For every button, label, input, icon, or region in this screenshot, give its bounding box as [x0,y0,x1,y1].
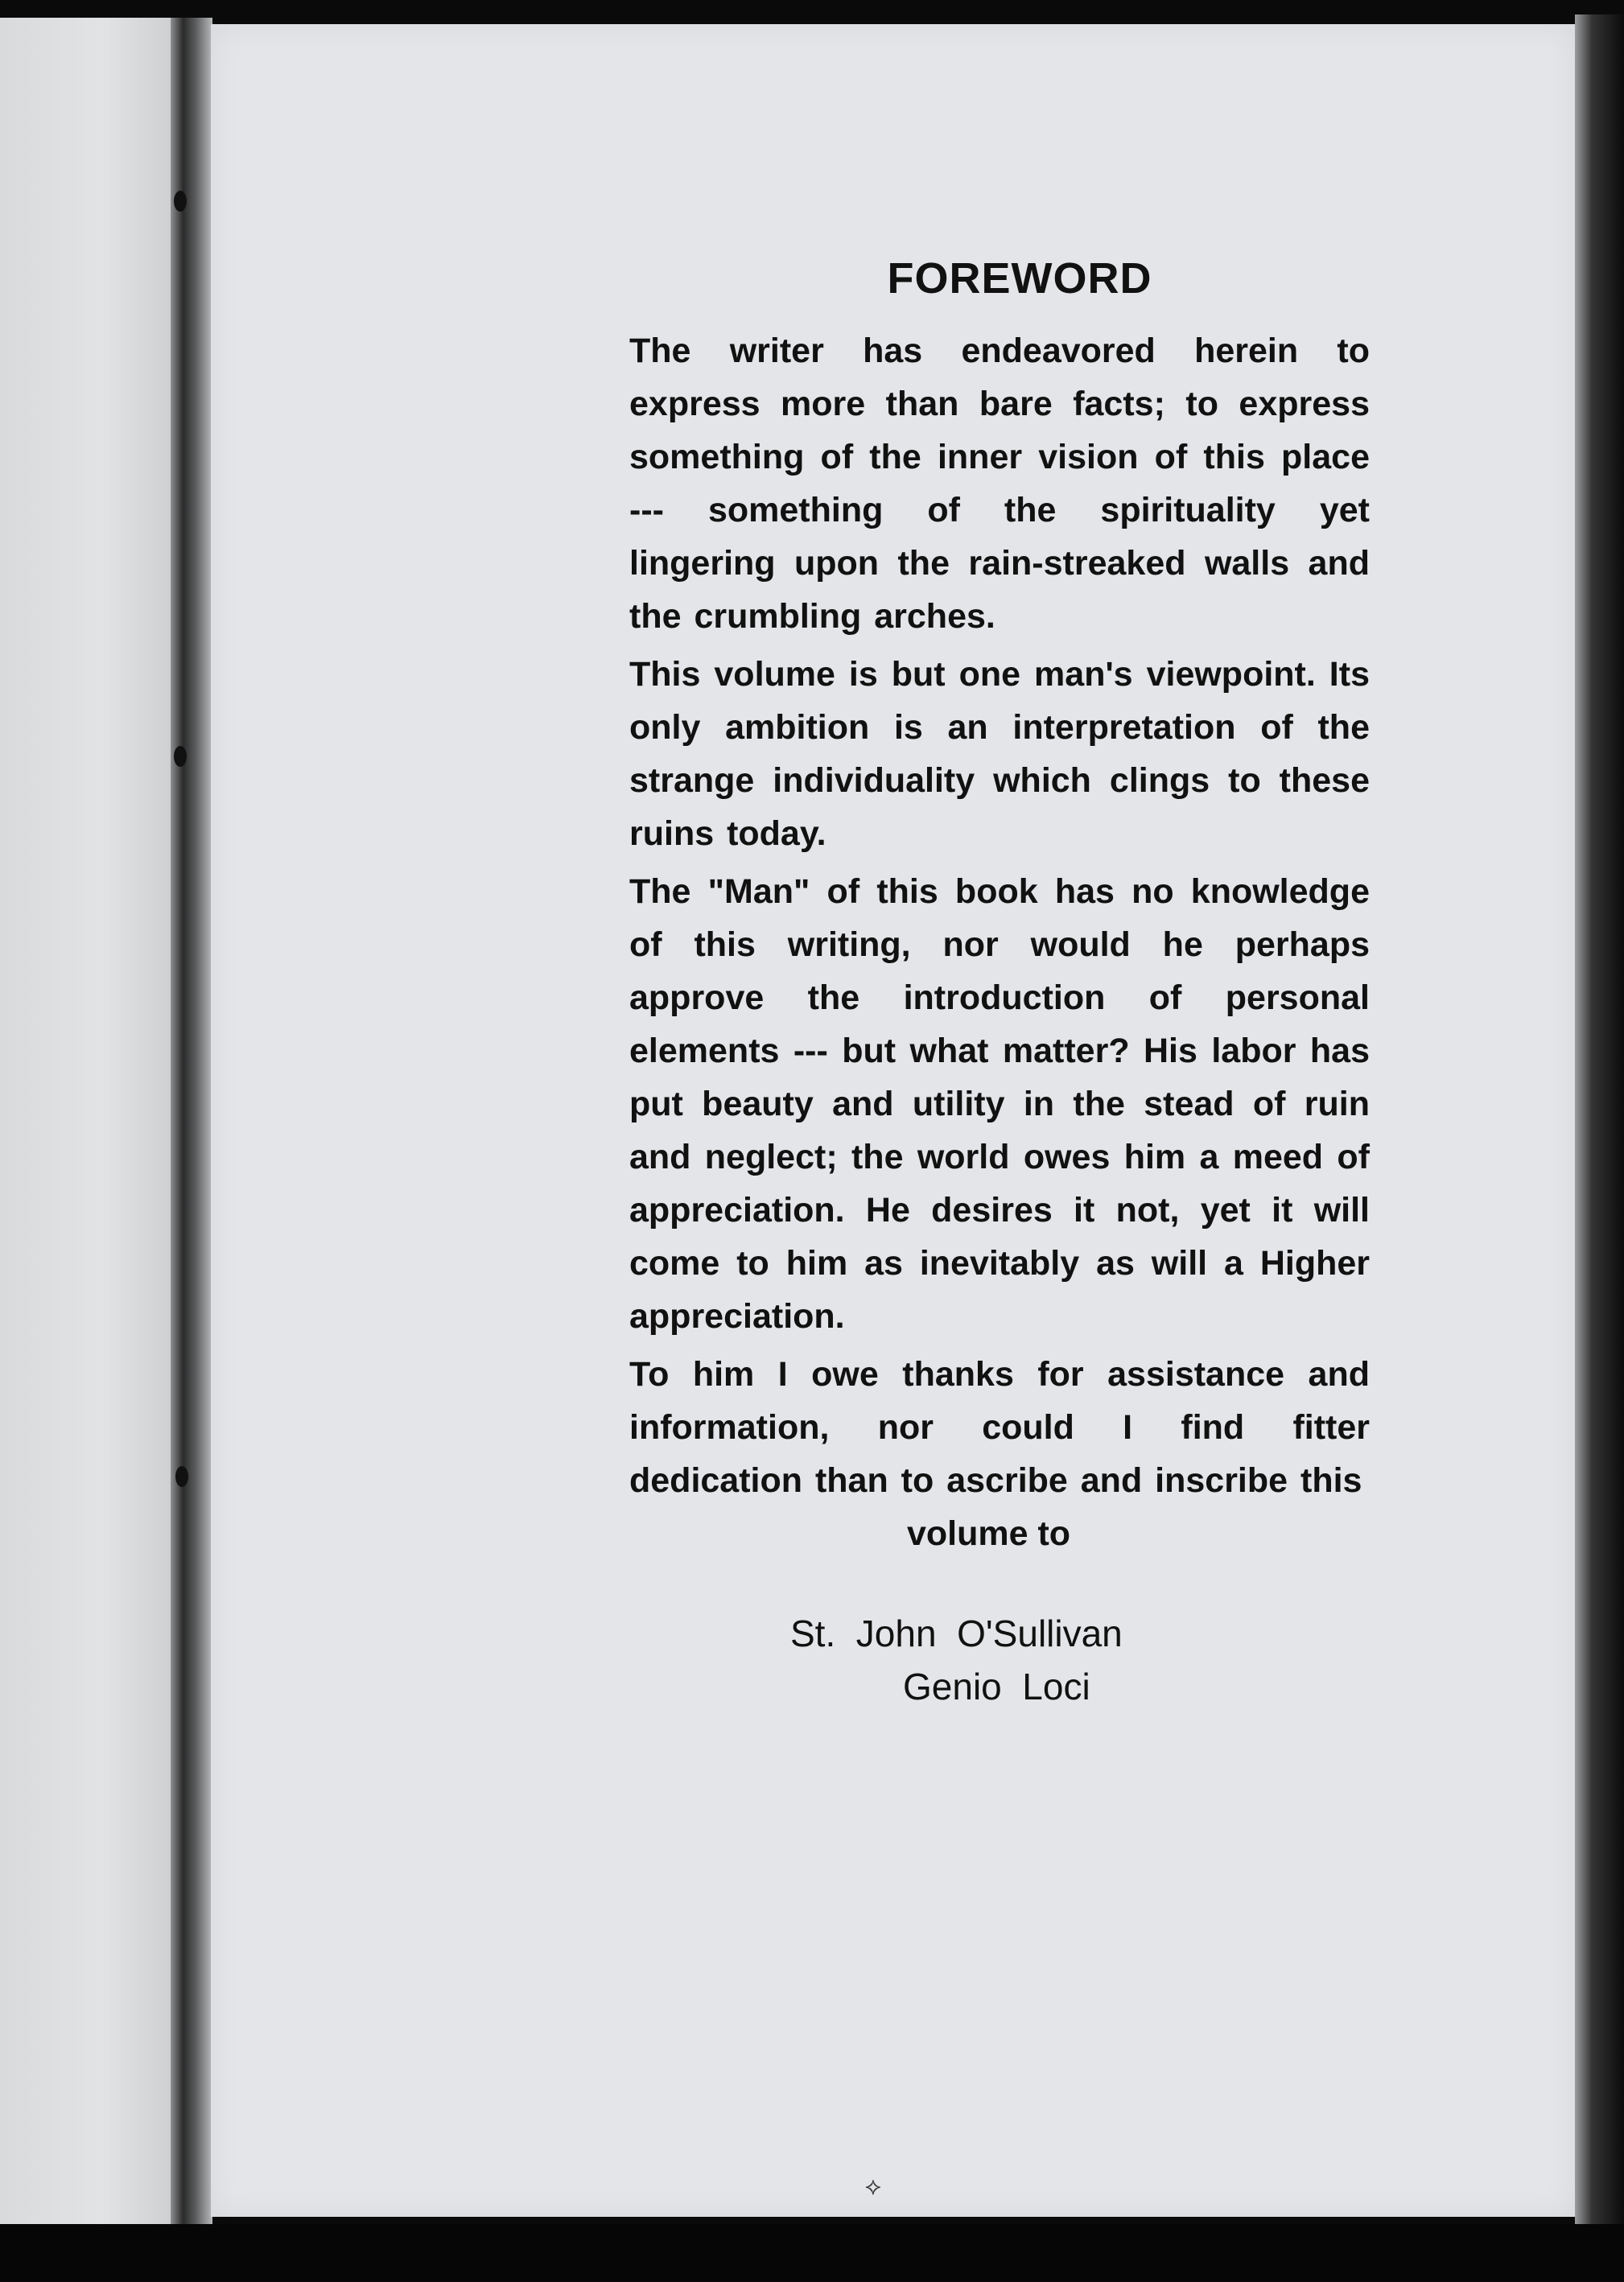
right-page-shadow [1575,14,1624,2251]
paragraph-3: The "Man" of this book has no knowledge of this writing, nor would he perhaps approve the introduction of personal elements --- but what matter? His labor has put beauty and utility in the stead of ruin and neglect; the world owes him a meed of appreciation. He desires it not, yet it will come to him as inevitably as will a Higher appreciation. [629,872,1370,1336]
paragraph-2: This volume is but one man's viewpoint. Its only ambition is an interpretation of the strange individuality which clings to these ruins today. [629,655,1370,853]
signature-name: St. John O'Sullivan [790,1613,1123,1654]
dedication-signature [629,1607,1370,1713]
closing-line: volume to [907,1514,1071,1553]
page-title: FOREWORD [887,254,1152,303]
signature-subtitle: Genio Loci [903,1666,1090,1707]
binding-hole [174,746,187,767]
bottom-scan-border [0,2224,1624,2282]
foreword-content [629,253,1370,1713]
binding-hole [174,191,187,212]
book-gutter [171,18,212,2224]
left-page-edge [0,18,171,2224]
binding-hole [175,1466,188,1487]
scan-artifact-mark: ⟡ [865,2173,881,2201]
paragraph-1: The writer has endeavored herein to express more than bare facts; to express something of the inner vision of this place --- something of the spirituality yet lingering upon the rain-streaked walls and the crumbling arches. [629,332,1370,636]
paragraph-4: To him I owe thanks for assistance and information, nor could I find fitter dedication than to ascribe and inscribe this [629,1355,1370,1500]
